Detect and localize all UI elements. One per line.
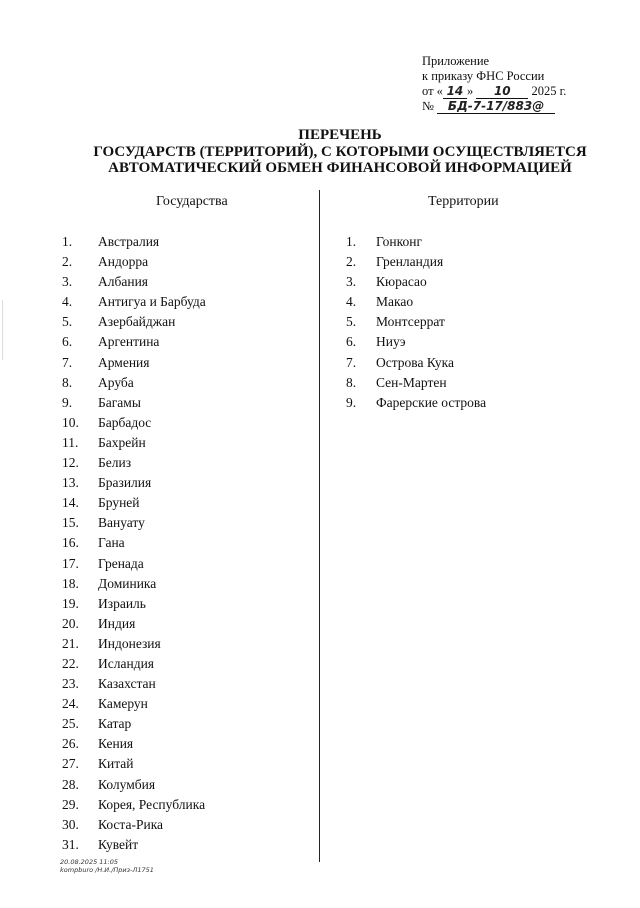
state-item-name: Исландия [98, 655, 154, 671]
state-item-name: Израиль [98, 595, 146, 611]
state-item-number: 9. [62, 394, 73, 410]
territory-item [346, 232, 606, 252]
territory-item-name: Гренландия [376, 254, 444, 270]
footer-user: kompburo /Н.И./Приз-Л1751 [60, 866, 154, 874]
territory-item [346, 272, 606, 292]
territory-item-number: 1. [346, 234, 357, 249]
state-item-number: 11. [62, 434, 79, 450]
state-item-number: 22. [62, 655, 79, 671]
state-item [62, 694, 312, 714]
state-item [62, 252, 312, 272]
state-item-number: 8. [62, 374, 73, 390]
state-item-number: 13. [62, 475, 79, 491]
state-item-number: 3. [62, 274, 73, 290]
state-item-name: Аруба [98, 374, 134, 390]
state-item-number: 30. [62, 816, 79, 832]
appendix-line-1: Приложение [422, 54, 490, 68]
state-item-name: Аргентина [98, 334, 160, 350]
state-item-name: Бруней [98, 495, 140, 511]
state-item [62, 754, 312, 774]
territory-item-name: Кюрасао [376, 274, 427, 290]
territory-item-name: Гонконг [376, 234, 422, 249]
state-item-name: Гана [98, 535, 125, 551]
state-item [62, 292, 312, 312]
state-item-number: 7. [62, 354, 73, 370]
state-item-number: 21. [62, 635, 79, 651]
state-item [62, 272, 312, 292]
territory-item-name: Сен-Мартен [376, 374, 447, 390]
territory-item-number: 9. [346, 394, 357, 410]
state-item-name: Багамы [98, 394, 141, 410]
states-column-header: Государства [156, 194, 228, 209]
state-item-name: Бахрейн [98, 434, 146, 450]
state-item-number: 18. [62, 575, 79, 591]
state-item-name: Коста-Рика [98, 816, 164, 832]
state-item [62, 674, 312, 694]
state-item-name: Колумбия [98, 776, 156, 792]
state-item-name: Гренада [98, 555, 144, 571]
date-mid: » [466, 84, 474, 98]
state-item-name: Китай [98, 756, 134, 772]
state-item-number: 4. [62, 294, 73, 310]
state-item [62, 493, 312, 513]
appendix-block [422, 54, 622, 114]
state-item-name: Барбадос [98, 414, 152, 430]
document-title [60, 127, 620, 177]
state-item-name: Азербайджан [98, 314, 176, 330]
state-item-number: 15. [62, 515, 79, 531]
territory-item-name: Острова Кука [376, 354, 454, 370]
state-item-number: 27. [62, 756, 79, 772]
date-prefix: от « [422, 84, 443, 98]
state-item-number: 20. [62, 615, 79, 631]
territories-list [346, 232, 606, 413]
state-item-name: Корея, Республика [98, 796, 206, 812]
state-item-number: 26. [62, 736, 79, 752]
print-footer [60, 858, 154, 874]
state-item-number: 17. [62, 555, 79, 571]
state-item-number: 14. [62, 495, 79, 511]
state-item [62, 353, 312, 373]
territory-item-number: 3. [346, 274, 357, 290]
state-item-name: Индонезия [98, 635, 161, 651]
column-divider [319, 190, 320, 862]
state-item-name: Кения [98, 736, 134, 752]
state-item-name: Белиз [98, 455, 132, 471]
state-item-number: 28. [62, 776, 79, 792]
state-item-number: 25. [62, 716, 79, 732]
scan-edge-mark [2, 300, 3, 360]
territory-item-number: 7. [346, 354, 357, 370]
states-list [62, 232, 312, 855]
territory-item-number: 5. [346, 314, 357, 330]
state-item-number: 12. [62, 455, 79, 471]
appendix-line-2: к приказу ФНС России [422, 69, 545, 83]
territories-column-header: Территории [428, 194, 499, 209]
state-item-name: Казахстан [98, 676, 156, 692]
state-item [62, 373, 312, 393]
appendix-number-line [422, 99, 622, 114]
state-item [62, 835, 312, 855]
territory-item-name: Макао [376, 294, 414, 310]
state-item-number: 10. [62, 414, 79, 430]
state-item [62, 634, 312, 654]
territory-item [346, 252, 606, 272]
state-item-name: Катар [98, 716, 132, 732]
territory-item [346, 373, 606, 393]
state-item-number: 16. [62, 535, 79, 551]
state-item-number: 24. [62, 696, 79, 712]
state-item [62, 714, 312, 734]
state-item [62, 554, 312, 574]
state-item-name: Андорра [98, 254, 149, 270]
state-item-name: Доминика [98, 575, 157, 591]
state-item-number: 31. [62, 836, 79, 852]
state-item-number: 2. [62, 254, 73, 270]
state-item-number: 29. [62, 796, 79, 812]
state-item [62, 312, 312, 332]
state-item [62, 815, 312, 835]
state-item [62, 654, 312, 674]
state-item [62, 594, 312, 614]
state-item-number: 1. [62, 234, 73, 249]
state-item-number: 5. [62, 314, 73, 330]
date-month: 10 [476, 85, 528, 99]
state-item [62, 393, 312, 413]
number-prefix: № [422, 99, 434, 113]
state-item-name: Камерун [98, 696, 148, 712]
state-item-name: Антигуа и Барбуда [98, 294, 206, 310]
state-item [62, 332, 312, 352]
state-item [62, 453, 312, 473]
territory-item-name: Монтсеррат [376, 314, 445, 330]
state-item [62, 574, 312, 594]
territory-item [346, 393, 606, 413]
state-item-number: 19. [62, 595, 79, 611]
territory-item-number: 6. [346, 334, 357, 350]
state-item-name: Албания [98, 274, 149, 290]
territory-item-name: Фарерские острова [376, 394, 487, 410]
title-line-1: ПЕРЕЧЕНЬ [298, 127, 382, 143]
order-number: БД-7-17/883@ [437, 100, 555, 114]
state-item [62, 614, 312, 634]
state-item [62, 513, 312, 533]
date-day: 14 [443, 85, 467, 99]
state-item [62, 433, 312, 453]
state-item-name: Кувейт [98, 836, 139, 852]
territory-item [346, 353, 606, 373]
state-item-name: Вануату [98, 515, 145, 531]
territory-item [346, 332, 606, 352]
state-item [62, 473, 312, 493]
state-item-number: 6. [62, 334, 73, 350]
state-item-number: 23. [62, 676, 79, 692]
footer-timestamp: 20.08.2025 11:05 [60, 858, 119, 866]
state-item [62, 775, 312, 795]
appendix-date-line [422, 84, 622, 99]
state-item-name: Индия [98, 615, 136, 631]
state-item-name: Армения [98, 354, 150, 370]
state-item-name: Бразилия [98, 475, 152, 491]
territory-item-number: 2. [346, 254, 357, 270]
state-item [62, 795, 312, 815]
state-item [62, 734, 312, 754]
date-year: 2025 г. [531, 84, 567, 98]
territory-item-name: Ниуэ [376, 334, 406, 350]
territory-item [346, 312, 606, 332]
title-line-3: АВТОМАТИЧЕСКИЙ ОБМЕН ФИНАНСОВОЙ ИНФОРМАЦИЕЙ [108, 160, 572, 176]
state-item [62, 533, 312, 553]
territory-item-number: 4. [346, 294, 357, 310]
state-item-name: Австралия [98, 234, 160, 249]
state-item [62, 232, 312, 252]
territory-item-number: 8. [346, 374, 357, 390]
territory-item [346, 292, 606, 312]
state-item [62, 413, 312, 433]
title-line-2: ГОСУДАРСТВ (ТЕРРИТОРИЙ), С КОТОРЫМИ ОСУЩЕСТВЛЯЕТСЯ [93, 143, 587, 160]
